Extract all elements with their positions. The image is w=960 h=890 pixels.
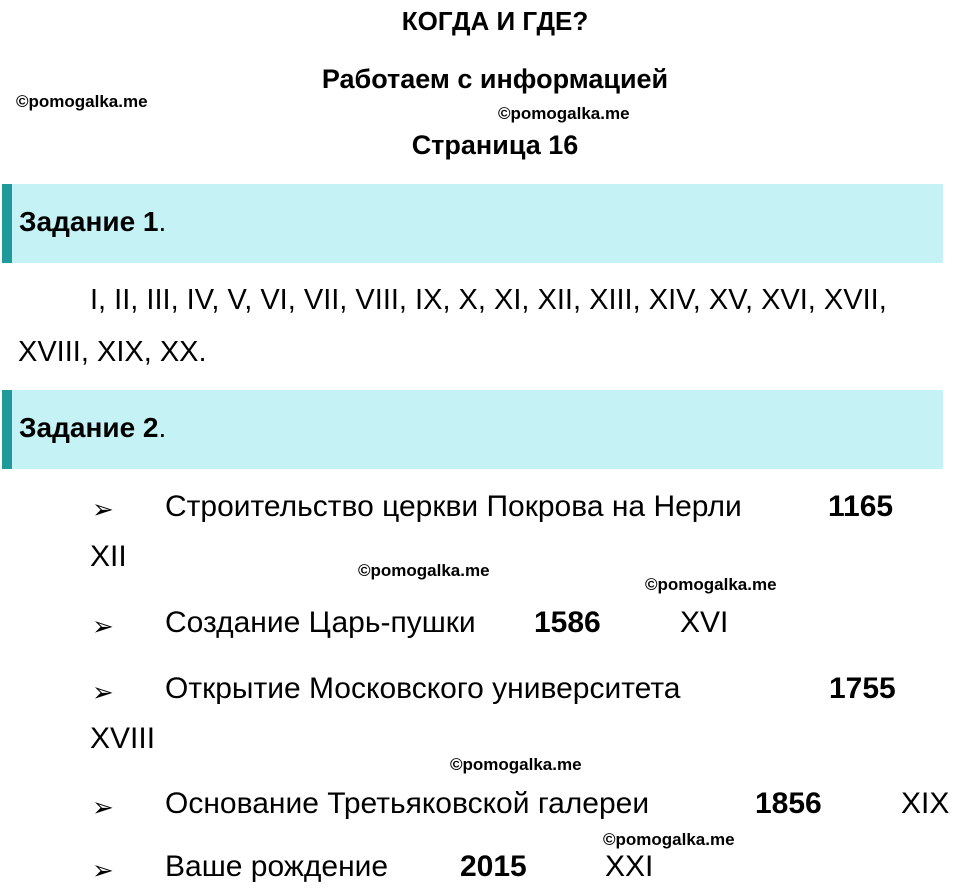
watermark: ©pomogalka.me [498, 104, 630, 123]
section-title: Работаем с информацией [321, 64, 669, 94]
task-1-label: Задание 1 [19, 206, 159, 237]
event-year: 1165 [828, 490, 894, 523]
event-text: Создание Царь-пушки [165, 606, 476, 639]
watermark: ©pomogalka.me [603, 830, 735, 849]
bullet-arrow-icon: ➢ [92, 494, 114, 524]
bullet-arrow-icon: ➢ [92, 855, 114, 885]
task-1-answer-line-1: I, II, III, IV, V, VI, VII, VIII, IX, X, XI, XII, XIII, XIV, XV, XVI, XVII, [90, 284, 887, 316]
bullet-arrow-icon: ➢ [92, 611, 114, 641]
task-2-label: Задание 2 [19, 412, 159, 443]
event-year: 1586 [534, 606, 601, 639]
event-text: Строительство церкви Покрова на Нерли [165, 490, 742, 523]
event-year: 2015 [460, 850, 527, 883]
watermark: ©pomogalka.me [450, 755, 582, 774]
task-1-answer-line-2: XVIII, XIX, XX. [18, 336, 207, 368]
watermark: ©pomogalka.me [358, 561, 490, 580]
event-century: XVIII [90, 722, 156, 755]
watermark: ©pomogalka.me [645, 575, 777, 594]
event-century: XIX [901, 787, 950, 820]
event-text: Открытие Московского университета [165, 672, 681, 705]
event-year: 1755 [829, 672, 896, 705]
task-2-punct: . [158, 412, 167, 443]
event-text: Ваше рождение [165, 850, 389, 883]
page-title: КОГДА И ГДЕ? [401, 6, 589, 36]
event-century: XII [90, 540, 127, 573]
bullet-arrow-icon: ➢ [92, 677, 114, 707]
bullet-arrow-icon: ➢ [92, 792, 114, 822]
watermark: ©pomogalka.me [16, 92, 148, 111]
event-text: Основание Третьяковской галереи [165, 787, 650, 820]
task-1-punct: . [158, 206, 167, 237]
task-2-header [2, 390, 943, 469]
page-number: Страница 16 [411, 130, 579, 160]
task-1-header [2, 184, 943, 263]
event-year: 1856 [755, 787, 822, 820]
event-century: XVI [680, 606, 729, 639]
event-century: XXI [605, 850, 654, 883]
